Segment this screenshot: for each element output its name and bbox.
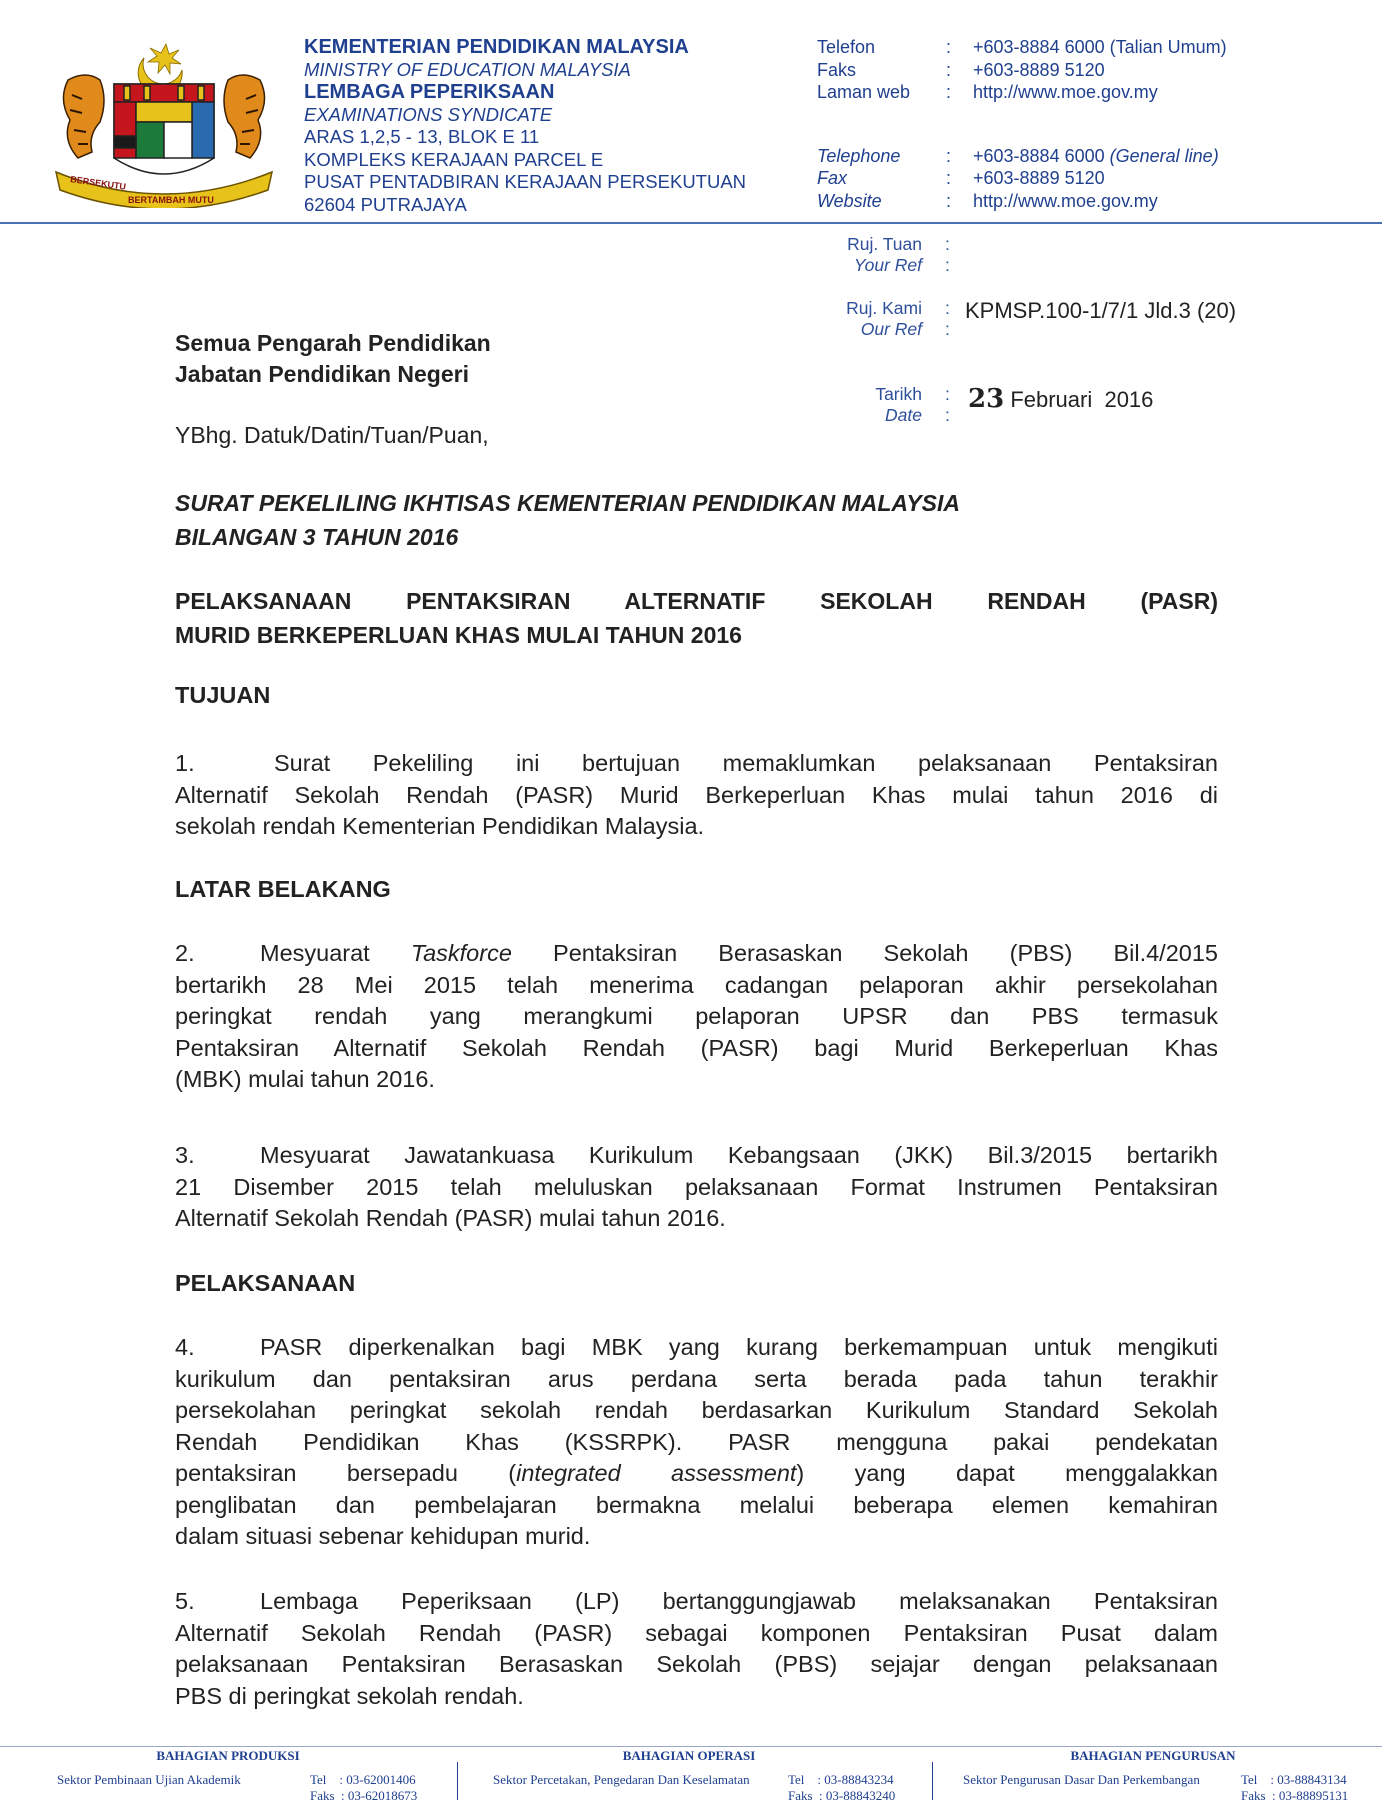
date-label [875,384,922,426]
footer-fax: Faks : 03-88895131 [1241,1788,1349,1803]
paragraph-line: pelaksanaan Pentaksiran Berasaskan Sekolah (PBS) sejajar dengan pelaksanaan [175,1651,1218,1677]
fax-number: +603-8889 5120 [973,168,1105,188]
date-label-en: Date [885,405,922,425]
paragraph-line: Alternatif Sekolah Rendah (PASR) mulai tahun 2016. [175,1205,726,1231]
footer-tel: Tel : 03-88843134 [1241,1772,1347,1787]
crest-motto-left: BERSEKUTU [69,174,127,192]
paragraph-line: Pentaksiran Alternatif Sekolah Rendah (PASR) bagi Murid Berkeperluan Khas [175,1034,1218,1061]
malaysia-coat-of-arms-logo [48,40,280,208]
date-day-handwritten: 23 [968,384,1005,414]
paragraph-line: Lembaga Peperiksaan (LP) bertanggungjawab melaksanakan Pentaksiran [260,1588,1218,1614]
paragraph-line: bertarikh 28 Mei 2015 telah menerima cadangan pelaporan akhir persekolahan [175,971,1218,998]
colon: : [945,255,950,275]
colon: : [946,190,952,211]
paragraph-line: (MBK) mulai tahun 2016. [175,1066,435,1092]
letter-date [968,384,1153,414]
paragraph-text-italic: integrated assessment [516,1460,797,1486]
ruj-kami-label: Ruj. Kami [846,298,922,318]
colon: : [946,145,952,166]
syndicate-name-en: EXAMINATIONS SYNDICATE [304,103,553,125]
paragraph-number: 1. [175,750,195,776]
footer-divider [0,1746,1382,1747]
paragraph-line: PBS di peringkat sekolah rendah. [175,1682,524,1709]
paragraph-line: Surat Pekeliling ini bertujuan memaklumkan pelaksanaan Pentaksiran [274,750,1218,776]
paragraph-line: 21 Disember 2015 telah meluluskan pelaksanaan Format Instrumen Pentaksiran [175,1173,1218,1200]
colon [945,384,950,426]
contact-label: Telephone [817,145,901,166]
your-ref-label-en: Your Ref [853,255,922,275]
colon: : [946,37,952,57]
circular-title-line: SURAT PEKELILING IKHTISAS KEMENTERIAN PENDIDIKAN MALAYSIA [175,490,961,516]
paragraph-line: dalam situasi sebenar kehidupan murid. [175,1523,591,1549]
colon: : [946,168,952,188]
footer-column-divider [932,1762,933,1800]
paragraph-line: PASR diperkenalkan bagi MBK yang kurang berkemampuan untuk mengikuti [260,1334,1218,1360]
paragraph-5 [175,1586,1218,1712]
colon: : [946,82,952,102]
paragraph-1 [175,748,1218,843]
crest-motto-bottom: BERTAMBAH MUTU [128,195,214,205]
tarikh-label: Tarikh [875,384,922,404]
paragraph-line: kurikulum dan pentaksiran arus perdana serta berada pada tahun terakhir [175,1365,1218,1392]
paragraph-line: Alternatif Sekolah Rendah (PASR) sebagai komponen Pentaksiran Pusat dalam [175,1619,1218,1646]
colon: : [946,59,952,80]
our-ref-value: KPMSP.100-1/7/1 Jld.3 (20) [965,298,1237,323]
address-line: 62604 PUTRAJAYA [304,193,467,215]
paragraph-text: Mesyuarat [260,940,411,966]
org-name-ms: KEMENTERIAN PENDIDIKAN MALAYSIA [304,36,689,58]
contact-label: Faks [817,59,857,80]
telephone-number: +603-8884 6000 [973,145,1110,166]
address-line: PUSAT PENTADBIRAN KERAJAAN PERSEKUTUAN [304,171,747,192]
paragraph-number: 3. [175,1142,195,1168]
paragraph-line: sekolah rendah Kementerian Pendidikan Malaysia. [175,813,705,839]
footer-department: BAHAGIAN PRODUKSI [156,1748,300,1763]
syndicate-name-ms: LEMBAGA PEPERIKSAAN [304,81,555,103]
colon: : [945,234,950,254]
circular-title [175,486,960,554]
paragraph-4 [175,1332,1218,1553]
salutation: YBhg. Datuk/Datin/Tuan/Puan, [175,422,489,448]
footer-fax: Faks : 03-88843240 [788,1788,896,1803]
your-ref-label [847,234,922,276]
paragraph-text: Pentaksiran Berasaskan Sekolah (PBS) Bil.4/2015 [511,940,1218,966]
paragraph-line: persekolahan peringkat sekolah rendah berdasarkan Kurikulum Standard Sekolah [175,1397,1218,1423]
paragraph-line: Mesyuarat Jawatankuasa Kurikulum Kebangsaan (JKK) Bil.3/2015 bertarikh [260,1142,1218,1168]
colon: : [945,384,950,404]
address-line: ARAS 1,2,5 - 13, BLOK E 11 [304,126,540,147]
paragraph-3 [175,1140,1218,1235]
addressee [175,328,491,390]
fax-number: +603-8889 5120 [973,59,1105,80]
paragraph-line: peringkat rendah yang merangkumi pelaporan UPSR dan PBS termasuk [175,1003,1218,1029]
ruj-tuan-label: Ruj. Tuan [847,234,922,254]
footer-sector: Sektor Percetakan, Pengedaran Dan Keselamatan [493,1772,750,1787]
section-heading-tujuan: TUJUAN [175,682,271,708]
our-ref-label-en: Our Ref [860,319,922,339]
paragraph-text: pentaksiran bersepadu ( [175,1460,517,1486]
paragraph-line: penglibatan dan pembelajaran bermakna melalui beberapa elemen kemahiran [175,1491,1218,1518]
contact-labels [817,36,910,212]
website-link[interactable]: http://www.moe.gov.my [973,190,1158,211]
telephone-number: +603-8884 6000 (Talian Umum) [973,37,1227,57]
paragraph-text: ) yang dapat menggalakkan [796,1460,1218,1486]
footer-sector: Sektor Pengurusan Dasar Dan Perkembangan [963,1772,1200,1787]
colon: : [945,405,950,425]
section-heading-latar-belakang: LATAR BELAKANG [175,876,391,902]
colon [945,234,950,276]
contact-label: Fax [817,168,848,188]
website-link[interactable]: http://www.moe.gov.my [973,82,1158,102]
paragraph-number: 4. [175,1334,195,1360]
footer-sector: Sektor Pembinaan Ujian Akademik [57,1772,241,1787]
contact-label: Website [817,190,882,211]
address-line: KOMPLEKS KERAJAAN PARCEL E [304,148,604,170]
footer-department: BAHAGIAN OPERASI [622,1748,756,1763]
paragraph-line: Rendah Pendidikan Khas (KSSRPK). PASR mengguna pakai pendekatan [175,1428,1218,1455]
colon [945,298,950,340]
paragraph-number: 5. [175,1588,195,1614]
subject-line: PELAKSANAAN PENTAKSIRAN ALTERNATIF SEKOLAH RENDAH (PASR) [175,588,1218,614]
footer-tel: Tel : 03-88843234 [788,1772,894,1787]
subject-heading [175,584,1218,652]
contact-values [973,36,1227,212]
colon: : [945,319,950,339]
contact-label: Laman web [817,82,911,102]
circular-title-line: BILANGAN 3 TAHUN 2016 [175,524,459,550]
date-month-year: Februari 2016 [1010,387,1154,412]
paragraph-2 [175,938,1218,1096]
paragraph-text-italic: Taskforce [410,940,512,966]
footer-fax: Faks : 03-62018673 [310,1788,418,1803]
telephone-note: (General line) [1109,145,1219,166]
contact-colons [946,36,951,212]
paragraph-number: 2. [175,940,195,966]
our-ref-label [846,298,922,340]
ministry-address-block [304,36,746,216]
addressee-line: Semua Pengarah Pendidikan [175,330,491,356]
addressee-line: Jabatan Pendidikan Negeri [175,361,469,387]
contact-label: Telefon [817,37,876,57]
footer-department: BAHAGIAN PENGURUSAN [1070,1748,1236,1763]
footer-column-divider [457,1762,458,1800]
paragraph-line: Alternatif Sekolah Rendah (PASR) Murid Berkeperluan Khas mulai tahun 2016 di [175,781,1218,808]
section-heading-pelaksanaan: PELAKSANAAN [175,1270,356,1296]
subject-line: MURID BERKEPERLUAN KHAS MULAI TAHUN 2016 [175,622,742,648]
colon: : [945,298,950,318]
org-name-en: MINISTRY OF EDUCATION MALAYSIA [304,58,631,80]
footer-tel: Tel : 03-62001406 [310,1772,416,1787]
header-divider [0,222,1382,224]
